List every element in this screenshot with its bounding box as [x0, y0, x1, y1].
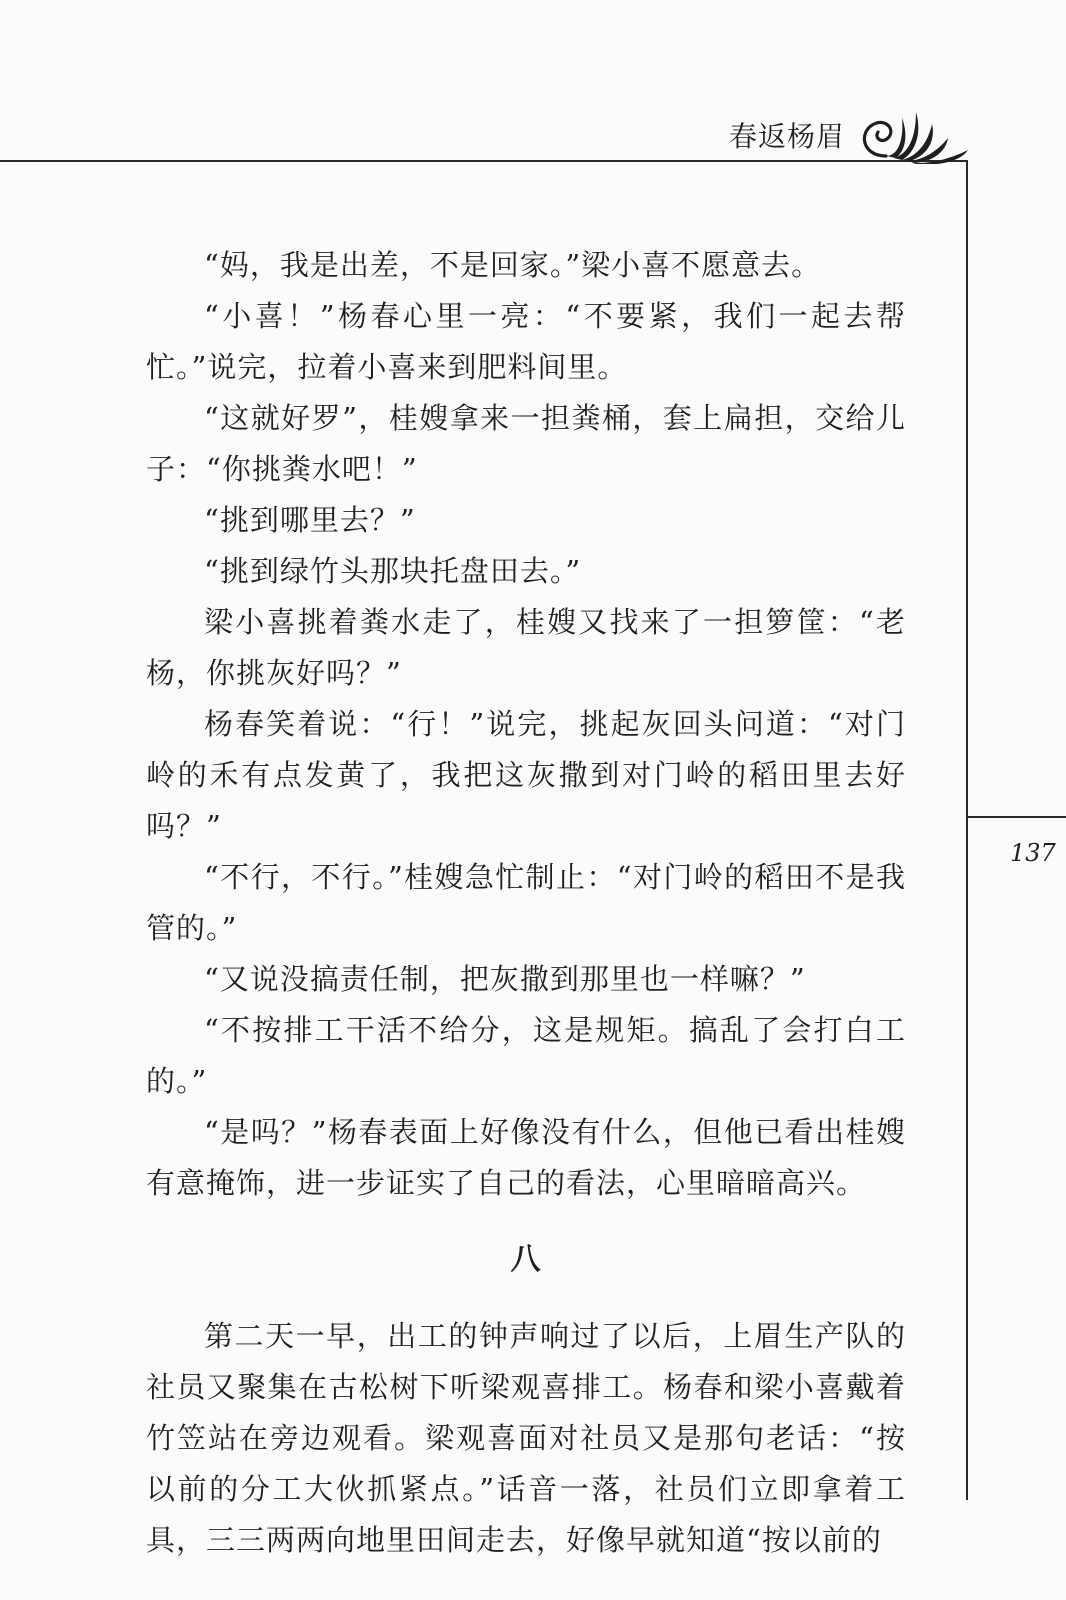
paragraph: “是吗？”杨春表面上好像没有什么，但他已看出桂嫂有意掩饰，进一步证实了自己的看法，心里暗暗高兴。 — [146, 1115, 906, 1200]
paragraph: “不行，不行。”桂嫂急忙制止：“对门岭的稻田不是我管的。” — [146, 860, 906, 945]
paragraph: 梁小喜挑着粪水走了，桂嫂又找来了一担箩筐：“老杨，你挑灰好吗？” — [146, 605, 906, 690]
right-frame-rule — [966, 160, 968, 1500]
page-number: 137 — [1010, 839, 1056, 867]
paragraph: “小喜！”杨春心里一亮：“不要紧，我们一起去帮忙。”说完，拉着小喜来到肥料间里。 — [146, 299, 906, 384]
paragraph: “挑到绿竹头那块托盘田去。” — [204, 554, 582, 588]
paragraph: “妈，我是出差，不是回家。”梁小喜不愿意去。 — [204, 248, 822, 282]
paragraph: “这就好罗”，桂嫂拿来一担粪桶，套上扁担，交给儿子：“你挑粪水吧！” — [146, 401, 906, 486]
paragraph: 第二天一早，出工的钟声响过了以后，上眉生产队的社员又聚集在古松树下听梁观喜排工。杨春和梁小喜戴着竹笠站在旁边观看。梁观喜面对社员又是那句老话：“按以前的分工大伙抓紧点。”话音一落，社员们立即拿着工具，三三两两向地里田间走去，好像早就知道“按以前的 — [146, 1319, 906, 1557]
header-rule — [0, 160, 968, 162]
paragraph: “不按排工干活不给分，这是规矩。搞乱了会打白工的。” — [146, 1013, 906, 1098]
paragraph: “又说没搞责任制，把灰撒到那里也一样嘛？” — [204, 962, 806, 996]
section-heading: 八 — [510, 1242, 542, 1277]
body-text — [146, 240, 906, 1566]
margin-rule — [966, 816, 1066, 818]
paragraph: 杨春笑着说：“行！”说完，挑起灰回头问道：“对门岭的禾有点发黄了，我把这灰撒到对门岭的稻田里去好吗？” — [146, 707, 906, 843]
paragraph: “挑到哪里去？” — [204, 503, 416, 537]
running-title: 春返杨眉 — [729, 120, 846, 153]
swirl-ornament-icon — [856, 104, 976, 164]
